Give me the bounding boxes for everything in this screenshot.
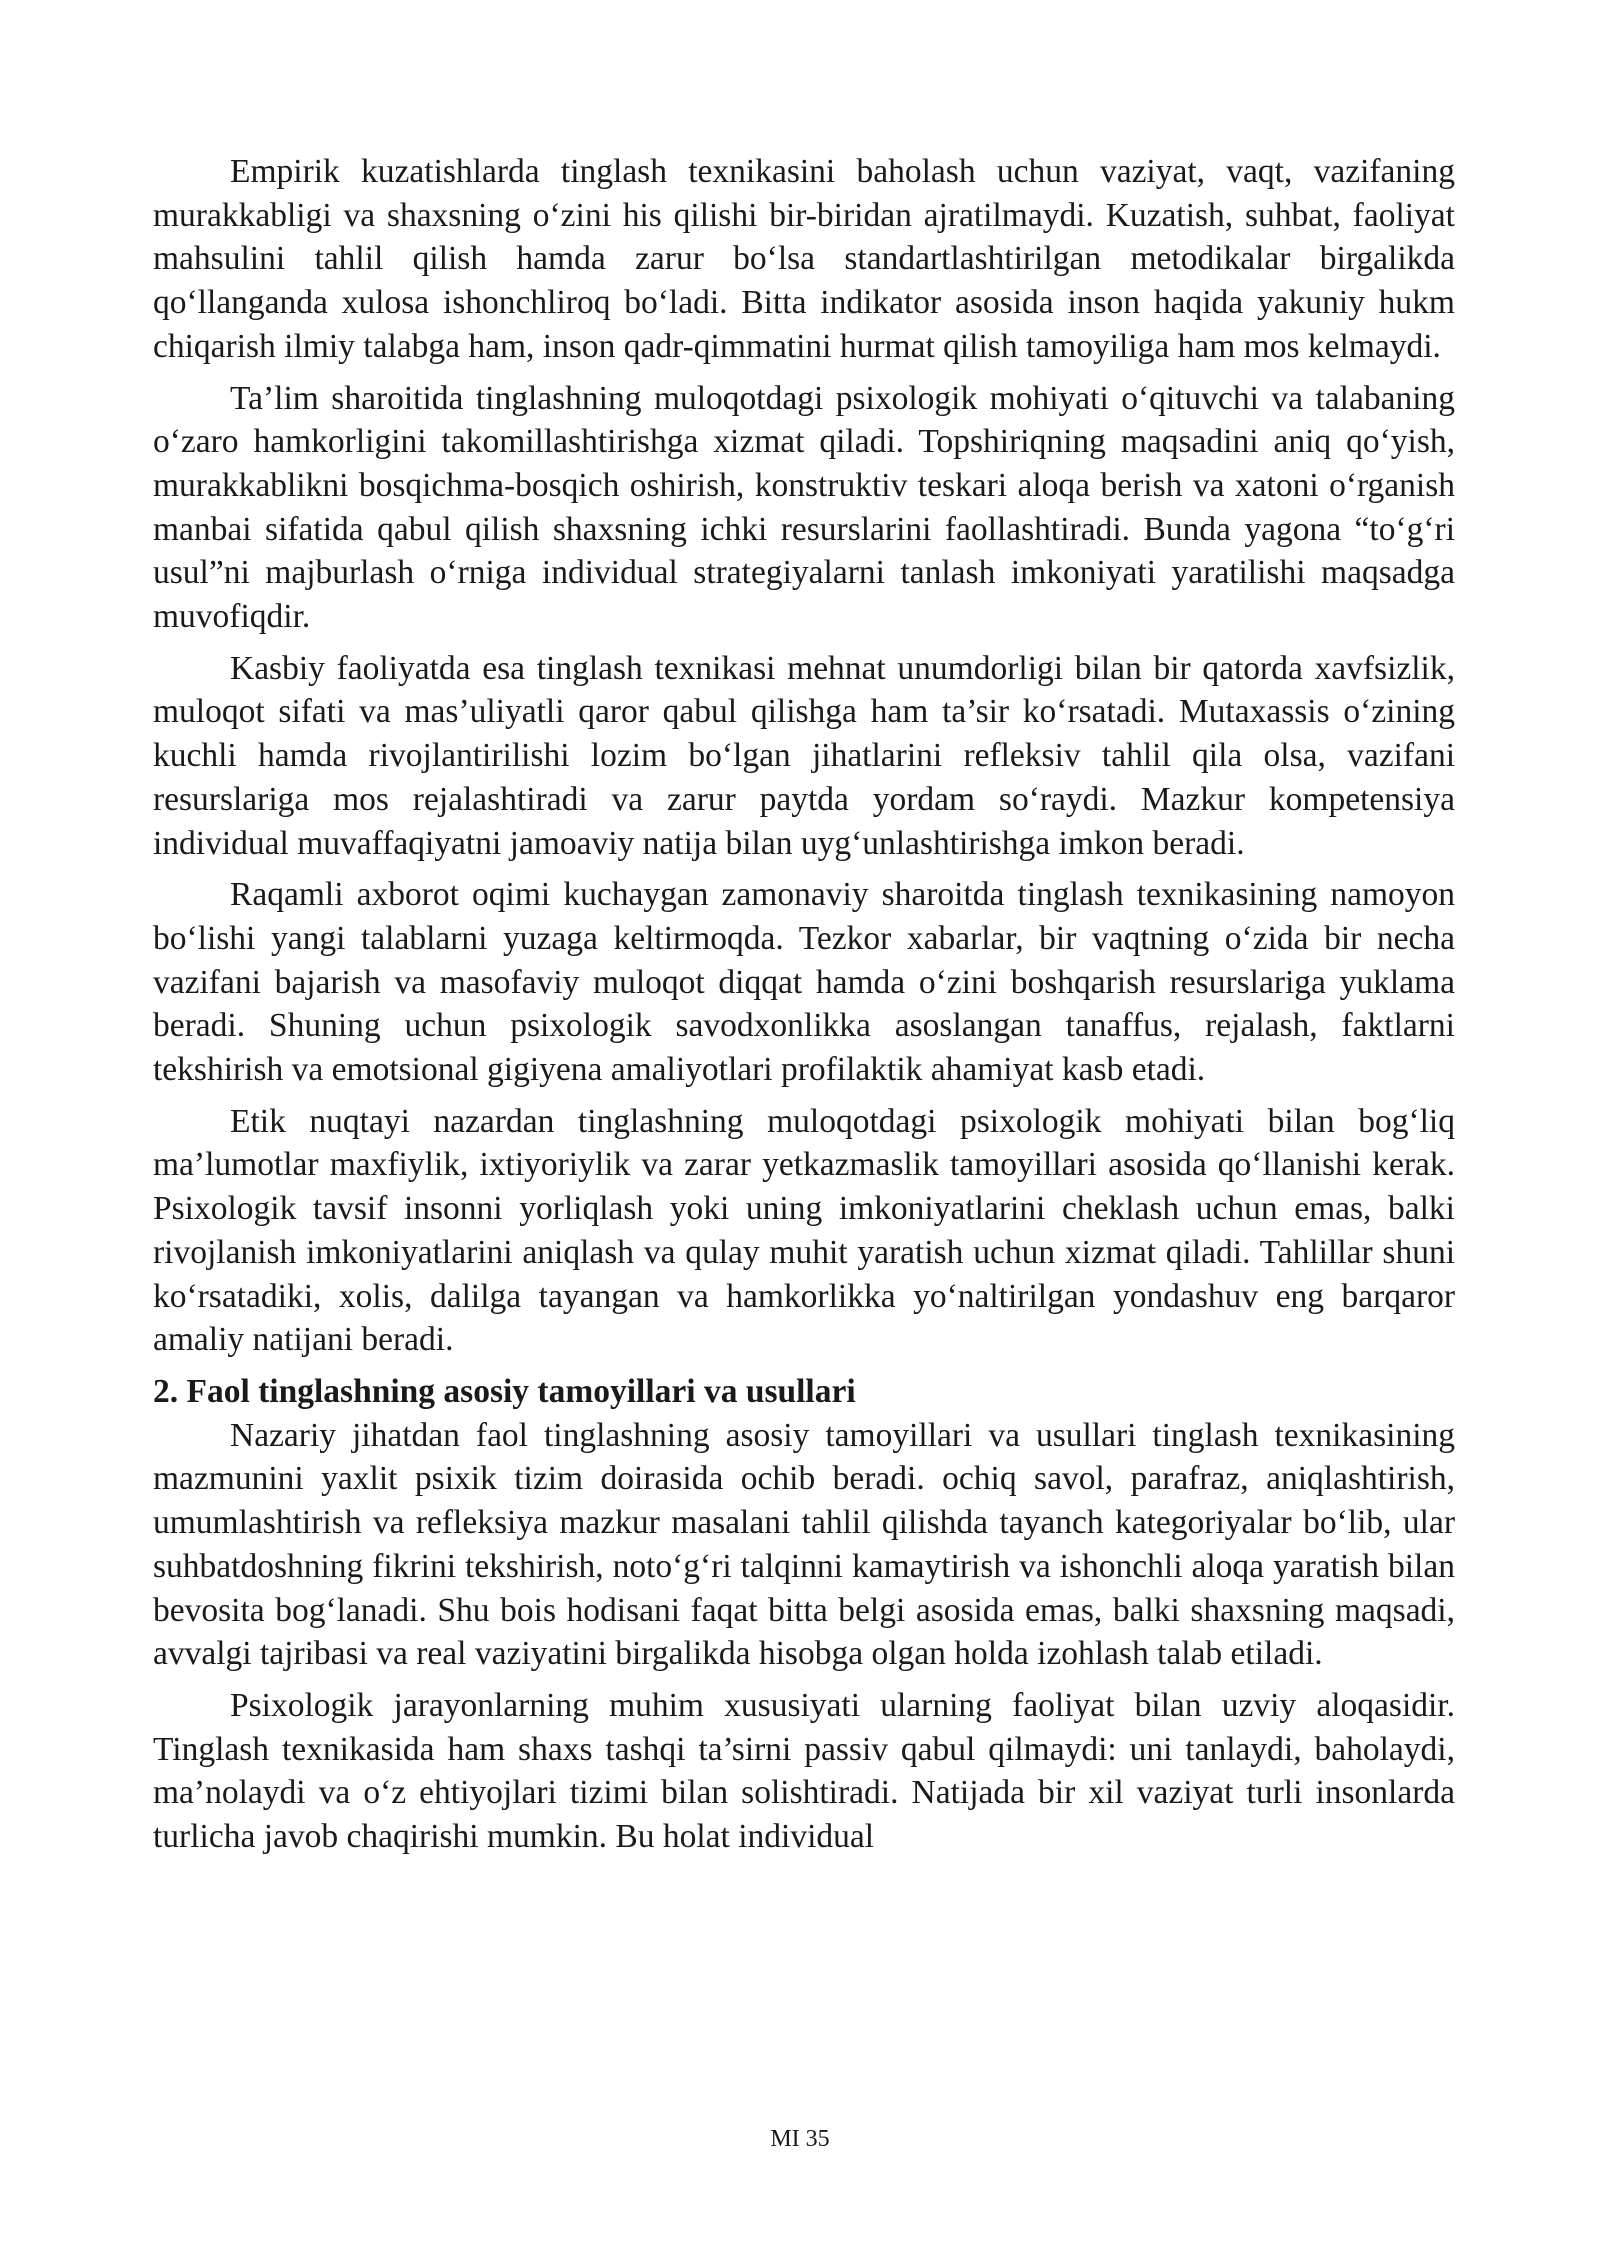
document-page bbox=[153, 150, 1455, 1867]
paragraph-raqamli: Raqamli axborot oqimi kuchaygan zamonaviy sharoitda tinglash texnikasining namoyon bo‘lishi yangi talablarni yuzaga keltirmoqda. Tezkor xabarlar, bir vaqtning o‘zida bir necha vazifani bajarish va masofaviy muloqot diqqat hamda o‘zini boshqarish resurslariga yuklama beradi. Shuning uchun psixologik savodxonlikka asoslangan tanaffus, rejalash, faktlarni tekshirish va emotsional gigiyena amaliyotlari profilaktik ahamiyat kasb etadi. bbox=[153, 876, 1455, 1089]
page-number: MI 35 bbox=[770, 2126, 830, 2152]
paragraph-empirik: Empirik kuzatishlarda tinglash texnikasini baholash uchun vaziyat, vaqt, vazifaning murakkabligi va shaxsning o‘zini his qilishi bir-biridan ajratilmaydi. Kuzatish, suhbat, faoliyat mahsulini tahlil qilish hamda zarur bo‘lsa standartlashtirilgan metodikalar birgalikda qo‘llanganda xulosa ishonchliroq bo‘ladi. Bitta indikator asosida inson haqida yakuniy hukm chiqarish ilmiy talabga ham, inson qadr-qimmatini hurmat qilish tamoyiliga ham mos kelmaydi. bbox=[153, 153, 1455, 365]
section-heading: 2. Faol tinglashning asosiy tamoyillari va usullari bbox=[153, 1372, 856, 1410]
paragraph-kasbiy: Kasbiy faoliyatda esa tinglash texnikasi mehnat unumdorligi bilan bir qatorda xavfsizlik, muloqot sifati va mas’uliyatli qaror qabul qilishga ham ta’sir ko‘rsatadi. Mutaxassis o‘zining kuchli hamda rivojlantirilishi lozim bo‘lgan jihatlarini refleksiv tahlil qila olsa, vazifani resurslariga mos rejalashtiradi va zarur paytda yordam so‘raydi. Mazkur kompetensiya individual muvaffaqiyatni jamoaviy natija bilan uyg‘unlashtirishga imkon beradi. bbox=[153, 649, 1455, 862]
paragraph-etik: Etik nuqtayi nazardan tinglashning muloqotdagi psixologik mohiyati bilan bog‘liq ma’lumotlar maxfiylik, ixtiyoriylik va zarar yetkazmaslik tamoyillari asosida qo‘llanishi kerak. Psixologik tavsif insonni yorliqlash yoki uning imkoniyatlarini cheklash uchun emas, balki rivojlanish imkoniyatlarini aniqlash va qulay muhit yaratish uchun xizmat qiladi. Tahlillar shuni ko‘rsatadiki, xolis, dalilga tayangan va hamkorlikka yo‘naltirilgan yondashuv eng barqaror amaliy natijani beradi. bbox=[153, 1102, 1455, 1359]
paragraph-talim: Ta’lim sharoitida tinglashning muloqotdagi psixologik mohiyati o‘qituvchi va talabaning o‘zaro hamkorligini takomillashtirishga xizmat qiladi. Topshiriqning maqsadini aniq qo‘yish, murakkablikni bosqichma-bosqich oshirish, konstruktiv teskari aloqa berish va xatoni o‘rganish manbai sifatida qabul qilish shaxsning ichki resurslarini faollashtiradi. Bunda yagona “to‘g‘ri usul”ni majburlash o‘rniga individual strategiyalarni tanlash imkoniyati yaratilishi maqsadga muvofiqdir. bbox=[153, 379, 1455, 636]
paragraph-psixologik: Psixologik jarayonlarning muhim xususiyati ularning faoliyat bilan uzviy aloqasidir. Tinglash texnikasida ham shaxs tashqi ta’sirni passiv qabul qilmaydi: uni tanlaydi, baholaydi, ma’nolaydi va o‘z ehtiyojlari tizimi bilan solishtiradi. Natijada bir xil vaziyat turli insonlarda turlicha javob chaqirishi mumkin. Bu holat individual bbox=[153, 1686, 1455, 1856]
paragraph-nazariy: Nazariy jihatdan faol tinglashning asosiy tamoyillari va usullari tinglash texnikasining mazmunini yaxlit psixik tizim doirasida ochib beradi. ochiq savol, parafraz, aniqlashtirish, umumlashtirish va refleksiya mazkur masalani tahlil qilishda tayanch kategoriyalar bo‘lib, ular suhbatdoshning fikrini tekshirish, noto‘g‘ri talqinni kamaytirish va ishonchli aloqa yaratish bilan bevosita bog‘lanadi. Shu bois hodisani faqat bitta belgi asosida emas, balki shaxsning maqsadi, avvalgi tajribasi va real vaziyatini birgalikda hisobga olgan holda izohlash talab etiladi. bbox=[153, 1416, 1455, 1673]
